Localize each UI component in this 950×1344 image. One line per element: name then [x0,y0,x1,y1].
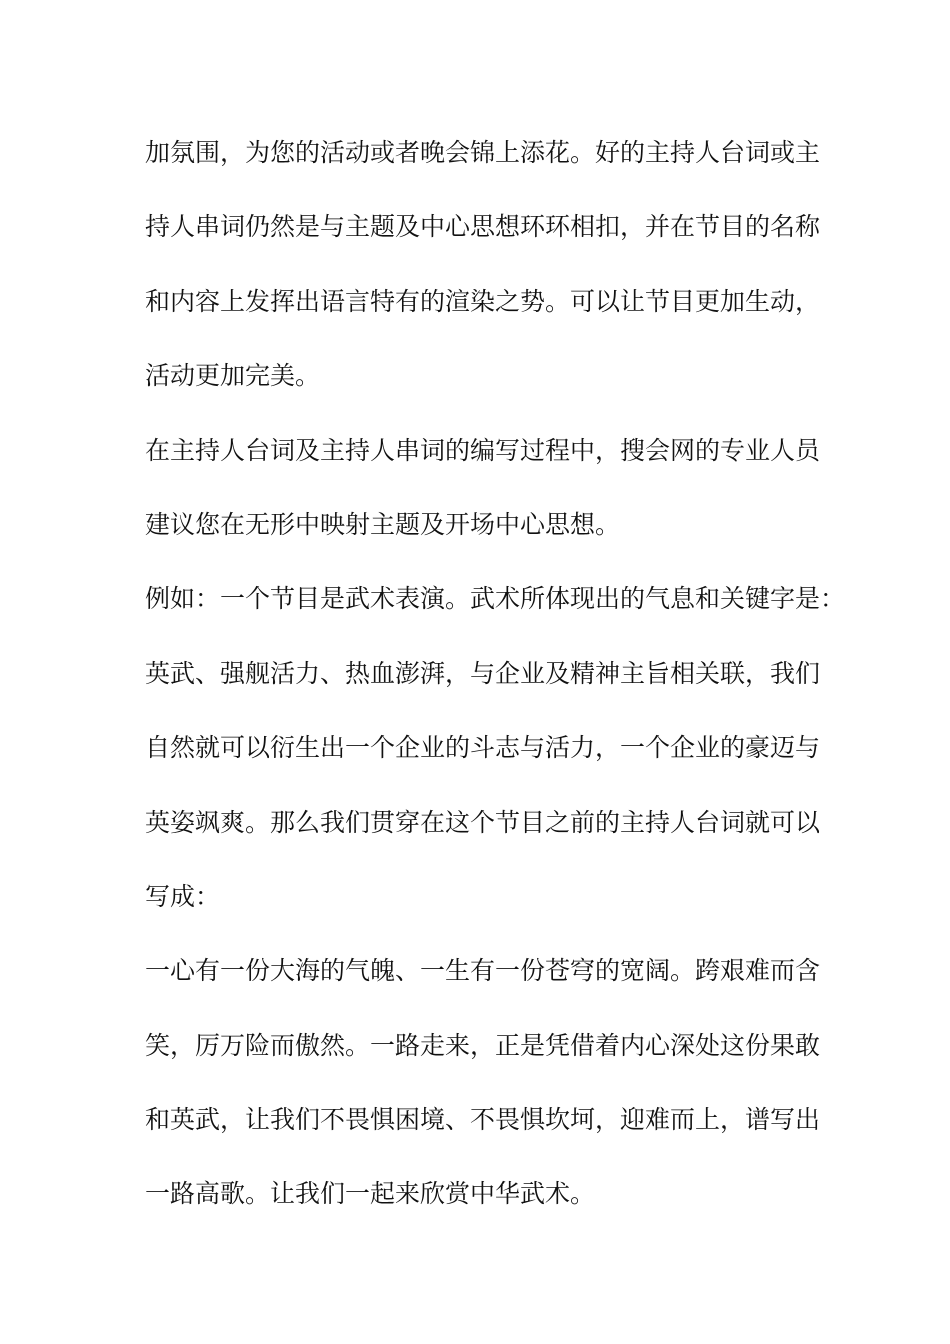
text-line: 活动更加完美。 [145,361,321,391]
text-line: 例如：一个节目是武术表演。武术所体现出的气息和关键字是： [145,584,846,614]
text-line: 英姿飒爽。那么我们贯穿在这个节目之前的主持人台词就可以 [145,807,821,837]
text-line: 和内容上发挥出语言特有的渲染之势。可以让节目更加生动， [145,286,821,316]
text-line: 一路高歌。让我们一起来欣赏中华武术。 [145,1179,596,1209]
text-line: 持人串词仍然是与主题及中心思想环环相扣，并在节目的名称 [145,212,821,242]
body-text [145,133,846,1249]
text-line: 和英武，让我们不畏惧困境、不畏惧坎坷，迎难而上，谱写出 [145,1105,821,1135]
text-line: 自然就可以衍生出一个企业的斗志与活力，一个企业的豪迈与 [145,733,821,763]
text-line: 一心有一份大海的气魄、一生有一份苍穹的宽阔。跨艰难而含 [145,956,821,986]
text-line: 建议您在无形中映射主题及开场中心思想。 [145,509,621,539]
text-line: 笑，厉万险而傲然。一路走来，正是凭借着内心深处这份果敢 [145,1030,821,1060]
text-line: 英武、强舰活力、热血澎湃，与企业及精神主旨相关联，我们 [145,658,821,688]
text-line: 加氛围，为您的活动或者晚会锦上添花。好的主持人台词或主 [145,138,821,167]
text-line: 写成： [145,881,221,911]
text-line: 在主持人台词及主持人串词的编写过程中，搜会网的专业人员 [145,435,821,465]
